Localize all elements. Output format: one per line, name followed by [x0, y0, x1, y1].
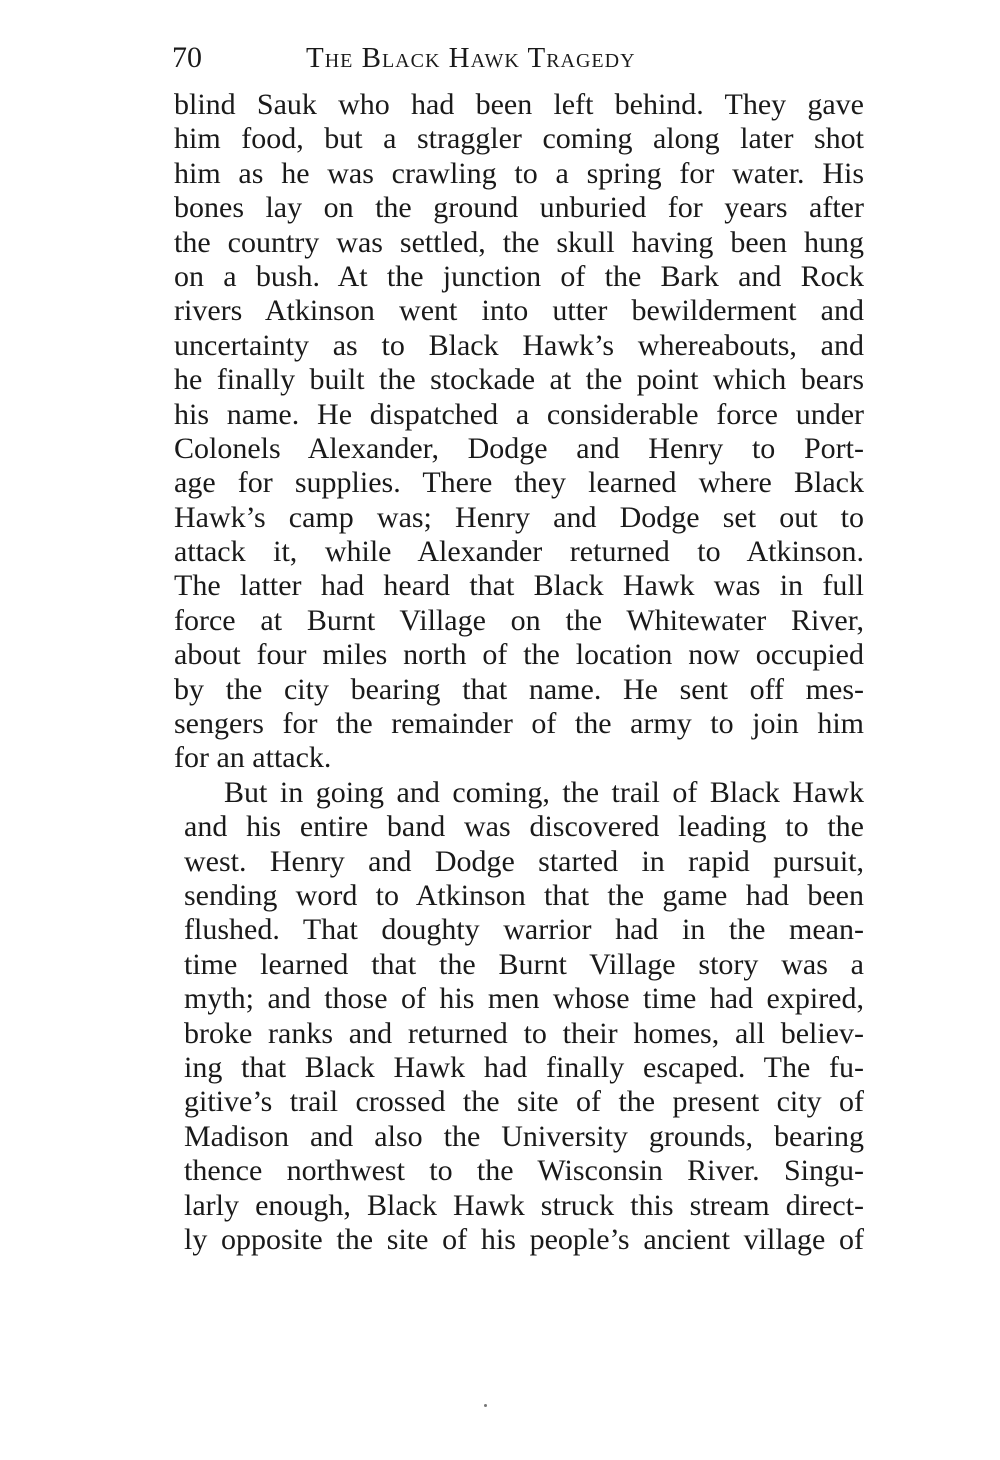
text-line: the country was settled, the skull having been hung	[174, 225, 864, 259]
text-line: by the city bearing that name. He sent off mes-	[174, 672, 864, 706]
text-line: gitive’s trail crossed the site of the present city of	[184, 1085, 864, 1119]
text-line: age for supplies. There they learned where Black	[174, 466, 864, 500]
running-title: The Black Hawk Tragedy	[306, 42, 636, 74]
text-line: The latter had heard that Black Hawk was in full	[174, 569, 864, 603]
paragraph	[174, 776, 864, 1257]
body-text	[174, 88, 864, 1257]
text-line: broke ranks and returned to their homes, all believ-	[184, 1016, 864, 1050]
text-line: rivers Atkinson went into utter bewilderment and	[174, 294, 864, 328]
text-line: sengers for the remainder of the army to join him	[174, 707, 864, 741]
text-line: on a bush. At the junction of the Bark and Rock	[174, 259, 864, 293]
text-line: his name. He dispatched a considerable force under	[174, 397, 864, 431]
text-line: uncertainty as to Black Hawk’s whereabouts, and	[174, 328, 864, 362]
text-line: Hawk’s camp was; Henry and Dodge set out to	[174, 500, 864, 534]
text-line: sending word to Atkinson that the game had been	[184, 878, 864, 912]
text-line: for an attack.	[174, 741, 332, 775]
text-line: thence northwest to the Wisconsin River. Singu-	[184, 1154, 864, 1188]
text-line: Madison and also the University grounds, bearing	[184, 1119, 864, 1153]
text-line: about four miles north of the location now occupied	[174, 638, 864, 672]
text-line: flushed. That doughty warrior had in the mean-	[184, 913, 864, 947]
text-line: But in going and coming, the trail of Black Hawk	[224, 775, 864, 809]
text-line: force at Burnt Village on the Whitewater River,	[174, 603, 864, 637]
text-line: larly enough, Black Hawk struck this stream direct-	[184, 1188, 864, 1222]
text-line: attack it, while Alexander returned to Atkinson.	[174, 535, 864, 569]
text-line: blind Sauk who had been left behind. They gave	[174, 88, 864, 121]
text-line: him food, but a straggler coming along later shot	[174, 122, 864, 156]
page-number: 70	[172, 41, 202, 74]
text-line: ing that Black Hawk had finally escaped. The fu-	[184, 1050, 864, 1084]
text-line: ly opposite the site of his people’s ancient village of	[184, 1222, 864, 1256]
scan-speck	[484, 1404, 487, 1407]
text-line: myth; and those of his men whose time had expired,	[184, 982, 864, 1016]
paragraph	[174, 88, 864, 776]
text-line: he finally built the stockade at the point which bears	[174, 363, 864, 397]
text-line: and his entire band was discovered leading to the	[184, 810, 864, 844]
text-line: Colonels Alexander, Dodge and Henry to Port-	[174, 431, 864, 465]
page-header	[172, 38, 872, 78]
text-line: west. Henry and Dodge started in rapid pursuit,	[184, 844, 864, 878]
text-line: him as he was crawling to a spring for water. His	[174, 156, 864, 190]
text-line: bones lay on the ground unburied for years after	[174, 191, 864, 225]
text-line: time learned that the Burnt Village story was a	[184, 947, 864, 981]
